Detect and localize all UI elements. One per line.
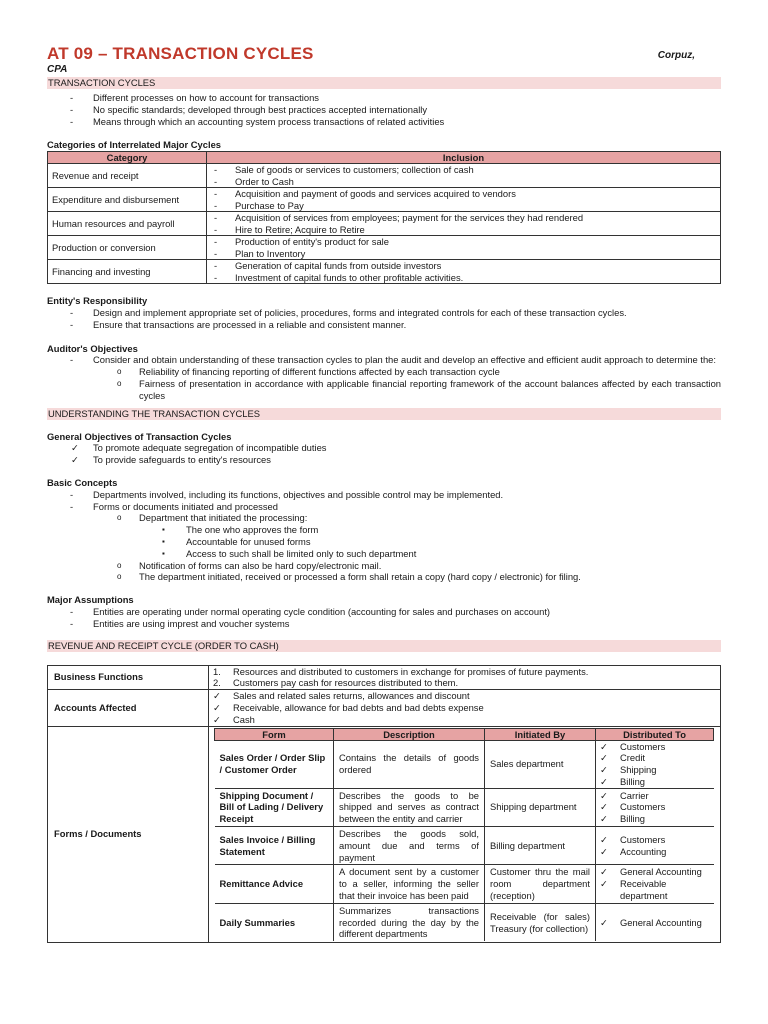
list-item: - No specific standards; developed through best practices accepted internationally [47, 104, 721, 116]
list-item: - Entities are using imprest and voucher systems [47, 618, 721, 630]
list-item: o The department initiated, received or processed a form shall retain a copy (hard copy / electronic) for filing. [47, 571, 721, 583]
table-row [48, 726, 721, 943]
item-number: 1. [213, 665, 221, 677]
table-row [48, 164, 721, 188]
basic-concepts-sublist-2 [47, 560, 721, 584]
entity-responsibility-heading: Entity's Responsibility [47, 295, 148, 307]
title-row [47, 44, 721, 65]
inclusion-cell [207, 212, 721, 236]
basic-concepts-sublist [47, 512, 721, 524]
col-header-inclusion: Inclusion [207, 152, 721, 164]
table-row [48, 665, 721, 690]
account-affected-item: ✓ Receivable, allowance for bad debts and bad debts expense [209, 702, 720, 714]
form-initiated-by-cell: Billing department [485, 827, 596, 865]
accounts-affected-label: Accounts Affected [48, 690, 209, 726]
transaction-cycles-list [47, 92, 721, 127]
section-band-understanding: UNDERSTANDING THE TRANSACTION CYCLES [47, 408, 721, 420]
distributed-to-item: ✓ Carrier [596, 790, 714, 802]
category-cell: Human resources and payroll [48, 212, 207, 236]
table-row [48, 260, 721, 284]
revenue-cycle-table [47, 665, 721, 944]
col-header-initiated-by: Initiated By [485, 728, 596, 740]
inclusion-line: - Generation of capital funds from outside investors [211, 260, 716, 272]
distributed-to-item: ✓ General Accounting [596, 866, 714, 878]
list-item: ✓ To promote adequate segregation of incompatible duties [47, 442, 721, 454]
auditor-objectives-heading: Auditor's Objectives [47, 342, 138, 354]
section-band-transaction-cycles: TRANSACTION CYCLES [47, 77, 721, 89]
distributed-to-item: ✓ Billing [596, 813, 714, 825]
form-initiated-by-cell: Customer thru the mail room department (reception) [485, 865, 596, 903]
category-cell: Revenue and receipt [48, 164, 207, 188]
list-item: ▪ The one who approves the form [47, 524, 721, 536]
major-assumptions-heading: Major Assumptions [47, 594, 134, 606]
inclusion-line: - Acquisition and payment of goods and services acquired to vendors [211, 188, 716, 200]
list-item: o Department that initiated the processing: [47, 512, 721, 524]
form-name-cell: Sales Invoice / Billing Statement [215, 827, 334, 865]
col-header-description: Description [334, 728, 485, 740]
list-item: - Forms or documents initiated and processed [47, 501, 721, 513]
distributed-to-item: ✓ Accounting [596, 846, 714, 858]
list-item: - Different processes on how to account for transactions [47, 92, 721, 104]
list-item: o Notification of forms can also be hard copy/electronic mail. [47, 560, 721, 572]
form-distributed-to-cell [596, 740, 714, 788]
department-responsibilities-list [47, 524, 721, 559]
entity-responsibility-list [47, 307, 721, 331]
distributed-to-item: ✓ Credit [596, 752, 714, 764]
list-item: - Consider and obtain understanding of these transaction cycles to plan the audit and develop an effective and efficient audit approach to determine the: [47, 354, 721, 366]
col-header-distributed-to: Distributed To [596, 728, 714, 740]
form-distributed-to-cell [596, 865, 714, 903]
list-item: o Fairness of presentation in accordance with applicable financial reporting framework of the account balances affected by each transaction cycles [47, 378, 721, 402]
basic-concepts-heading: Basic Concepts [47, 476, 118, 488]
col-header-form: Form [215, 728, 334, 740]
author-credential: CPA [47, 64, 68, 75]
category-cell: Expenditure and disbursement [48, 188, 207, 212]
business-function-item [209, 677, 720, 689]
accounts-affected-cell [209, 690, 721, 726]
form-description-cell: Describes the goods sold, amount due and terms of payment [334, 827, 485, 865]
list-item: - Departments involved, including its functions, objectives and possible control may be implemented. [47, 489, 721, 501]
inclusion-cell [207, 164, 721, 188]
item-text: Customers pay cash for resources distributed to them. [233, 677, 459, 689]
table-row [48, 690, 721, 726]
business-function-item [209, 666, 720, 678]
inclusion-line: - Production of entity's product for sale [211, 236, 716, 248]
inclusion-line: - Purchase to Pay [211, 200, 716, 212]
auditor-objectives-sublist [47, 366, 721, 401]
general-objectives-list [47, 442, 721, 466]
inclusion-line: - Order to Cash [211, 176, 716, 188]
inclusion-line: - Sale of goods or services to customers; collection of cash [211, 164, 716, 176]
form-distributed-to-cell [596, 827, 714, 865]
list-item: - Means through which an accounting system process transactions of related activities [47, 116, 721, 128]
inclusion-line: - Hire to Retire; Acquire to Retire [211, 224, 716, 236]
major-assumptions-list [47, 606, 721, 630]
list-item: ✓ To provide safeguards to entity's resources [47, 454, 721, 466]
list-item: ▪ Access to such shall be limited only to such department [47, 548, 721, 560]
list-item: - Design and implement appropriate set of policies, procedures, forms and integrated controls for each of these transaction cycles. [47, 307, 721, 319]
item-text: Resources and distributed to customers in exchange for promises of future payments. [233, 665, 589, 677]
distributed-to-item: ✓ Customers [596, 741, 714, 753]
list-item: o Reliability of financing reporting of different functions affected by each transaction cycle [47, 366, 721, 378]
form-name-cell: Sales Order / Order Slip / Customer Order [215, 740, 334, 788]
distributed-to-item: ✓ Billing [596, 776, 714, 788]
forms-documents-label: Forms / Documents [48, 726, 209, 943]
form-name-cell: Daily Summaries [219, 916, 296, 928]
account-affected-item: ✓ Cash [209, 714, 720, 726]
inclusion-cell [207, 188, 721, 212]
list-item: ▪ Accountable for unused forms [47, 536, 721, 548]
author-name: Corpuz, [657, 50, 695, 61]
category-cell: Production or conversion [48, 236, 207, 260]
list-item: - Entities are operating under normal operating cycle condition (accounting for sales and purchases on account) [47, 606, 721, 618]
form-initiated-by-cell: Shipping department [485, 788, 596, 826]
table-row [48, 236, 721, 260]
categories-heading: Categories of Interrelated Major Cycles [47, 139, 222, 151]
form-initiated-by-cell: Receivable (for sales) Treasury (for collection) [485, 903, 596, 941]
table-row [215, 740, 714, 788]
forms-documents-cell [209, 726, 721, 943]
distributed-to-item: ✓ Receivable department [596, 878, 714, 902]
category-cell: Financing and investing [48, 260, 207, 284]
list-item: - Ensure that transactions are processed in a reliable and consistent manner. [47, 319, 721, 331]
inclusion-line: - Acquisition of services from employees; payment for the services they had rendered [211, 212, 716, 224]
distributed-to-item: ✓ Customers [596, 801, 714, 813]
distributed-to-item: ✓ Customers [596, 834, 714, 846]
distributed-to-item: ✓ Shipping [596, 764, 714, 776]
distributed-to-item: ✓ General Accounting [596, 917, 714, 929]
general-objectives-heading: General Objectives of Transaction Cycles [47, 430, 232, 442]
business-functions-cell [209, 665, 721, 690]
page-title: AT 09 – TRANSACTION CYCLES [47, 44, 314, 63]
inclusion-cell [207, 260, 721, 284]
form-distributed-to-cell [596, 903, 714, 941]
section-band-revenue-cycle: REVENUE AND RECEIPT CYCLE (ORDER TO CASH) [47, 640, 721, 652]
form-description-cell: A document sent by a customer to a seller, informing the seller that their invoice has been paid [334, 865, 485, 903]
table-row [48, 188, 721, 212]
col-header-category: Category [48, 152, 207, 164]
form-description-cell: Summarizes transactions recorded during the day by the different departments [334, 903, 485, 941]
form-description-cell: Describes the goods to be shipped and serves as contract between the entity and carrier [334, 788, 485, 826]
auditor-objectives-list [47, 354, 721, 366]
form-distributed-to-cell [596, 788, 714, 826]
table-row [215, 903, 714, 941]
inclusion-cell [207, 236, 721, 260]
table-row [215, 865, 714, 903]
item-number: 2. [213, 677, 221, 689]
business-functions-label: Business Functions [48, 665, 209, 690]
form-initiated-by-cell: Sales department [485, 740, 596, 788]
inclusion-line: - Investment of capital funds to other profitable activities. [211, 272, 716, 284]
table-row [215, 827, 714, 865]
categories-table [47, 151, 721, 284]
form-description-cell: Contains the details of goods ordered [334, 740, 485, 788]
form-name-cell: Remittance Advice [215, 865, 334, 903]
table-row [215, 788, 714, 826]
account-affected-item: ✓ Sales and related sales returns, allowances and discount [209, 690, 720, 702]
form-name-cell: Shipping Document / Bill of Lading / Delivery Receipt [215, 788, 334, 826]
inclusion-line: - Plan to Inventory [211, 248, 716, 260]
basic-concepts-list [47, 489, 721, 513]
table-row [48, 212, 721, 236]
forms-table [214, 728, 714, 942]
